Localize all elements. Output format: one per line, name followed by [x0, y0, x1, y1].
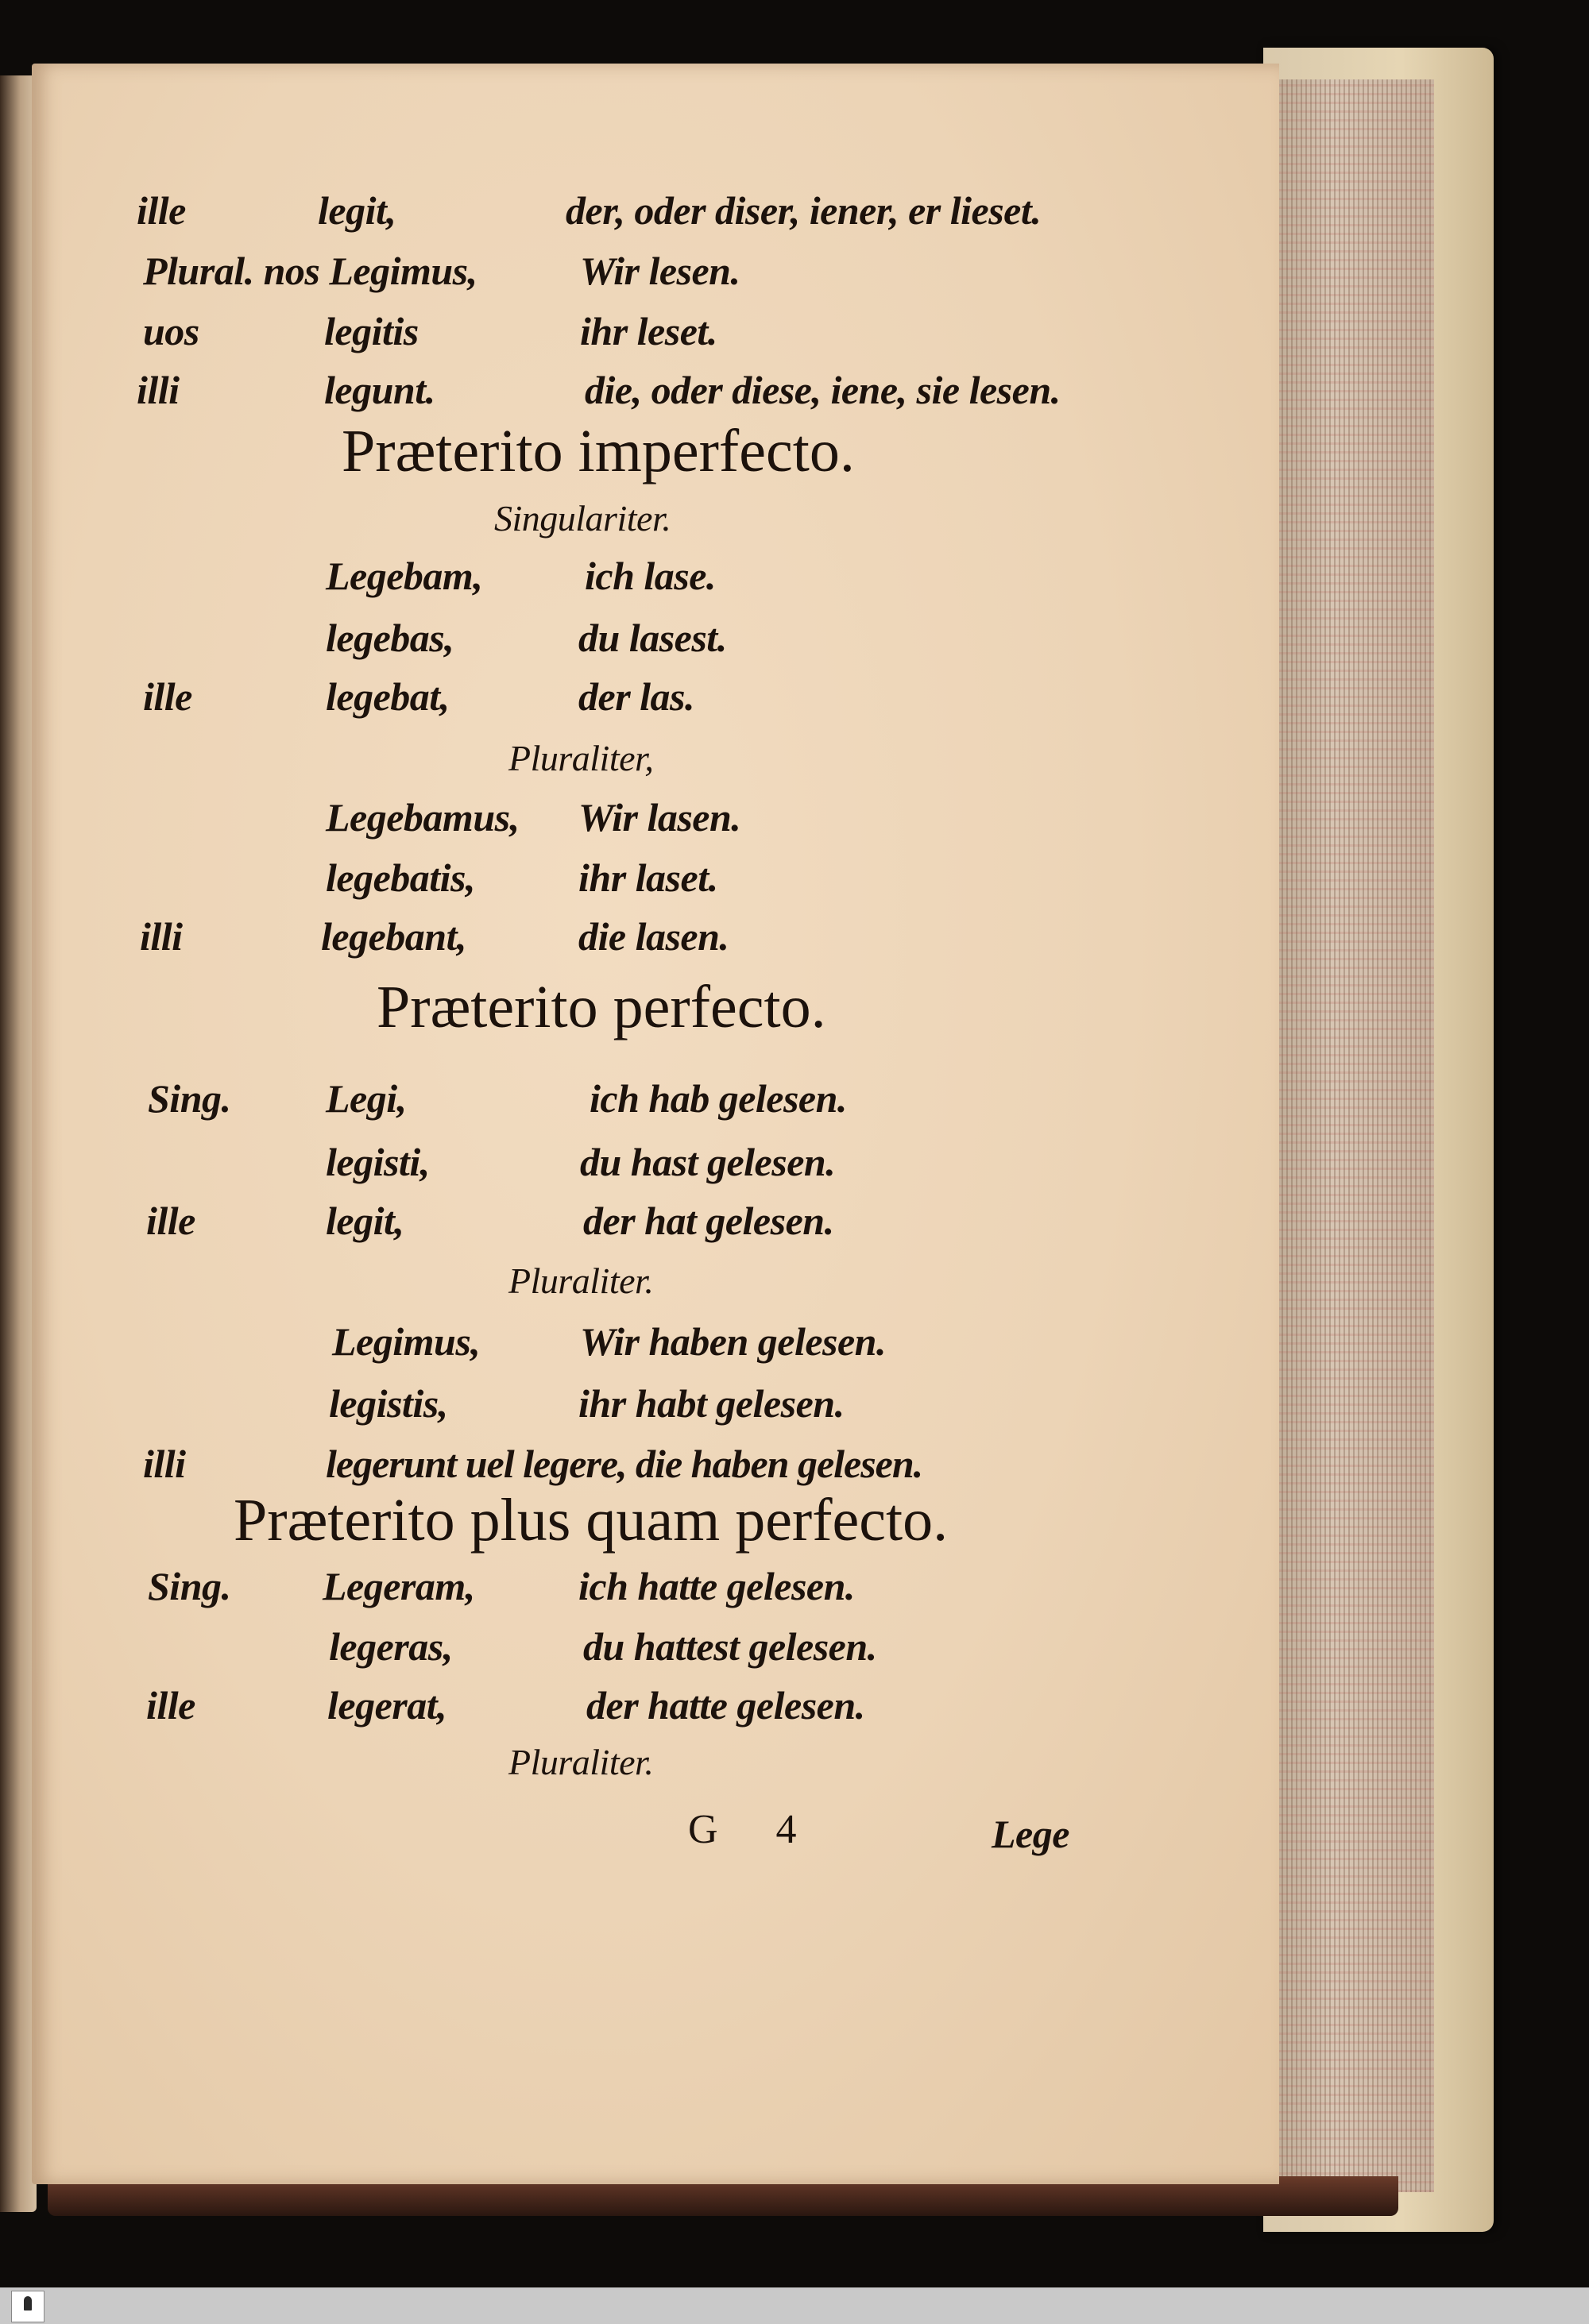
- row4-german: die, oder diese, iene, sie lesen.: [585, 368, 1061, 412]
- plusquam-s2-german: du hattest gelesen.: [583, 1624, 877, 1669]
- pluraliter-label: Pluraliter,: [508, 738, 654, 778]
- row1-german: der, oder diser, iener, er lieset.: [566, 188, 1042, 233]
- library-logo-icon: [11, 2291, 44, 2322]
- imperfect-s2-latin: legebas,: [326, 616, 454, 660]
- imperfect-s3-latin: legebat,: [326, 674, 450, 719]
- row4-latin: legunt.: [324, 368, 435, 412]
- plusquam-s1-latin: Legeram,: [323, 1564, 475, 1608]
- imperfect-s3-german: der las.: [578, 674, 694, 719]
- perfect-s3-latin: legit,: [326, 1199, 404, 1243]
- row2-german: Wir lesen.: [580, 249, 740, 293]
- plusquam-sing-label: Sing.: [148, 1564, 231, 1608]
- imperfect-p2-latin: legebatis,: [326, 855, 476, 900]
- plusquam-s3-person: ille: [146, 1683, 195, 1728]
- heading-praeterito-perfecto: Præterito perfecto.: [377, 974, 826, 1040]
- viewer-footer-bar: [0, 2287, 1589, 2324]
- perfect-s2-latin: legisti,: [326, 1140, 430, 1184]
- perfect-p2-german: ihr habt gelesen.: [578, 1381, 845, 1426]
- perfect-p3-person: illi: [143, 1442, 186, 1486]
- plusquam-s1-german: ich hatte gelesen.: [578, 1564, 855, 1608]
- row1-person: ille: [137, 188, 186, 233]
- perfect-s1-german: ich hab gelesen.: [590, 1076, 847, 1121]
- page-fore-edge: [1267, 79, 1434, 2192]
- perfect-s3-person: ille: [146, 1199, 195, 1243]
- perfect-p2-latin: legistis,: [329, 1381, 448, 1426]
- row3-person: uos: [143, 309, 199, 353]
- perfect-p1-latin: Legimus,: [332, 1319, 481, 1364]
- plusquam-s3-german: der hatte gelesen.: [586, 1683, 865, 1728]
- imperfect-p3-latin: legebant,: [321, 914, 466, 959]
- row4-person: illi: [137, 368, 180, 412]
- imperfect-s1-german: ich lase.: [585, 554, 716, 598]
- perfect-sing-label: Sing.: [148, 1076, 231, 1121]
- singulariter-label: Singulariter.: [494, 498, 671, 539]
- plusquam-s2-latin: legeras,: [329, 1624, 453, 1669]
- heading-praeterito-plusquamperfecto: Præterito plus quam perfecto.: [234, 1487, 949, 1554]
- row1-latin: legit,: [318, 188, 396, 233]
- imperfect-p3-person: illi: [140, 914, 183, 959]
- imperfect-p3-german: die lasen.: [578, 914, 729, 959]
- signature-mark: G 4: [688, 1807, 821, 1852]
- plusquam-s3-latin: legerat,: [327, 1683, 447, 1728]
- imperfect-s3-person: ille: [143, 674, 192, 719]
- perfect-s2-german: du hast gelesen.: [580, 1140, 836, 1184]
- perfect-p3-line: legerunt uel legere, die haben gelesen.: [326, 1442, 923, 1486]
- row3-german: ihr leset.: [580, 309, 717, 353]
- perfect-s1-latin: Legi,: [326, 1076, 407, 1121]
- imperfect-p1-german: Wir lasen.: [578, 795, 741, 840]
- imperfect-s1-latin: Legebam,: [326, 554, 483, 598]
- perfect-p1-german: Wir haben gelesen.: [580, 1319, 886, 1364]
- catchword: Lege: [992, 1812, 1069, 1856]
- imperfect-p1-latin: Legebamus,: [326, 795, 520, 840]
- perfect-pluraliter-label: Pluraliter.: [508, 1260, 654, 1301]
- imperfect-p2-german: ihr laset.: [578, 855, 718, 900]
- imperfect-s2-german: du lasest.: [578, 616, 727, 660]
- perfect-s3-german: der hat gelesen.: [583, 1199, 834, 1243]
- row3-latin: legitis: [324, 309, 419, 353]
- row2-latin: Plural. nos Legimus,: [143, 249, 477, 293]
- heading-praeterito-imperfecto: Præterito imperfecto.: [342, 418, 855, 484]
- plusquam-pluraliter-label: Pluraliter.: [508, 1742, 654, 1782]
